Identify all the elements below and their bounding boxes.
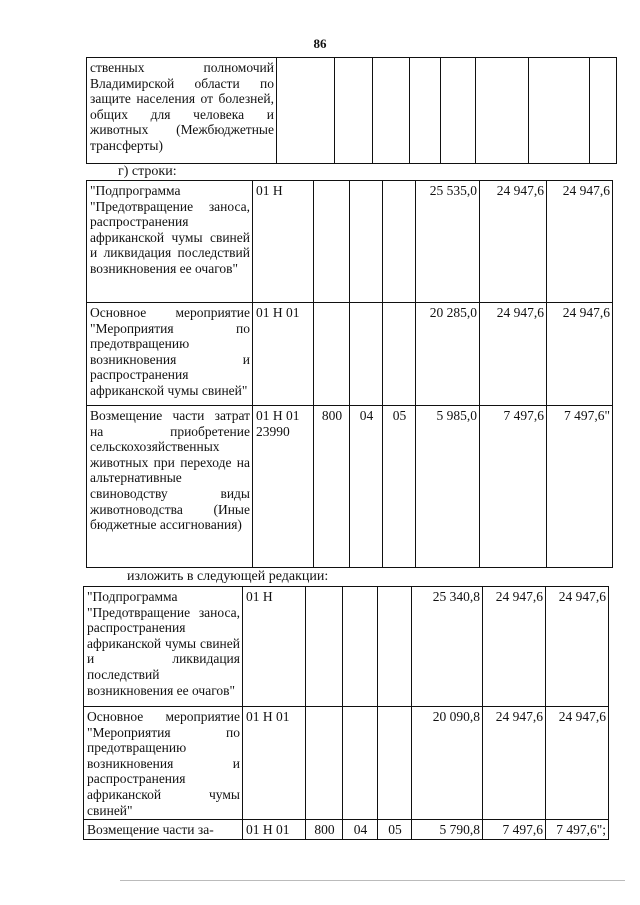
row-value-2: 24 947,6 bbox=[483, 707, 546, 820]
table-row bbox=[87, 58, 617, 164]
table-row bbox=[84, 820, 609, 840]
row-value-2: 7 497,6 bbox=[483, 820, 546, 840]
page-number: 86 bbox=[313, 36, 327, 51]
row-value-3: 24 947,6 bbox=[546, 707, 609, 820]
row-vr bbox=[306, 587, 343, 707]
row-value-1: 25 340,8 bbox=[412, 587, 483, 707]
table-row bbox=[87, 303, 613, 406]
row-value-1: 20 090,8 bbox=[412, 707, 483, 820]
row-vr: 800 bbox=[314, 406, 350, 568]
row-csr: 01 Н bbox=[243, 587, 306, 707]
row-value-2: 24 947,6 bbox=[480, 181, 547, 303]
row-value-3: 7 497,6"; bbox=[546, 820, 609, 840]
table-row bbox=[84, 587, 609, 707]
table-new bbox=[83, 586, 609, 840]
row-value-1: 20 285,0 bbox=[416, 303, 480, 406]
section-g-label: г) строки: bbox=[118, 164, 177, 179]
row-rz: 04 bbox=[350, 406, 383, 568]
row-name: ственных полномочий Владимирской области по защите населения от болезней, общих для человека и животных (Межбюджетные трансферты) bbox=[87, 58, 277, 164]
row-pr: 05 bbox=[383, 406, 416, 568]
row-vr bbox=[314, 181, 350, 303]
row-csr: 01 Н 01 23990 bbox=[253, 406, 314, 568]
row-value-2: 7 497,6 bbox=[480, 406, 547, 568]
row-value-1: 5 985,0 bbox=[416, 406, 480, 568]
row-name: Возмещение части за- bbox=[84, 820, 243, 840]
row-pr bbox=[383, 303, 416, 406]
top-table bbox=[86, 57, 617, 164]
row-value-3: 24 947,6 bbox=[546, 587, 609, 707]
row-value-2: 24 947,6 bbox=[483, 587, 546, 707]
table-row bbox=[87, 181, 613, 303]
scan-edge-divider bbox=[120, 880, 625, 881]
row-pr bbox=[378, 707, 412, 820]
row-name: "Подпрограмма "Предотвращение заноса, распространения африканской чумы свиней и ликвидация последствий возникновения ее очагов" bbox=[84, 587, 243, 707]
row-value-3: 7 497,6" bbox=[547, 406, 613, 568]
row-vr bbox=[306, 707, 343, 820]
row-csr: 01 Н 01 bbox=[253, 303, 314, 406]
row-vr: 800 bbox=[306, 820, 343, 840]
row-value-1: 5 790,8 bbox=[412, 820, 483, 840]
row-name: Основное мероприятие "Мероприятия по предотвращению возникновения и распространения африканской чумы свиней" bbox=[87, 303, 253, 406]
row-pr bbox=[383, 181, 416, 303]
row-value-3: 24 947,6 bbox=[547, 181, 613, 303]
section-new-label: изложить в следующей редакции: bbox=[127, 569, 329, 584]
row-rz bbox=[343, 587, 378, 707]
table-g bbox=[86, 180, 613, 568]
row-csr: 01 Н 01 bbox=[243, 820, 306, 840]
row-csr: 01 Н bbox=[253, 181, 314, 303]
row-vr bbox=[314, 303, 350, 406]
row-csr: 01 Н 01 bbox=[243, 707, 306, 820]
row-value-2: 24 947,6 bbox=[480, 303, 547, 406]
row-name: Основное мероприятие "Мероприятия по предотвращению возникновения и распространения африканской чумы свиней" bbox=[84, 707, 243, 820]
row-pr bbox=[378, 587, 412, 707]
row-name: "Подпрограмма "Предотвращение заноса, распространения африканской чумы свиней и ликвидация последствий возникновения ее очагов" bbox=[87, 181, 253, 303]
row-value-3: 24 947,6 bbox=[547, 303, 613, 406]
table-row bbox=[84, 707, 609, 820]
row-pr: 05 bbox=[378, 820, 412, 840]
row-rz bbox=[350, 181, 383, 303]
row-rz bbox=[350, 303, 383, 406]
table-row bbox=[87, 406, 613, 568]
row-value-1: 25 535,0 bbox=[416, 181, 480, 303]
row-name: Возмещение части затрат на приобретение сельскохозяйственных животных при переходе на альтернативные свиноводству виды животноводства (Иные бюджетные ассигнования) bbox=[87, 406, 253, 568]
row-rz bbox=[343, 707, 378, 820]
row-rz: 04 bbox=[343, 820, 378, 840]
